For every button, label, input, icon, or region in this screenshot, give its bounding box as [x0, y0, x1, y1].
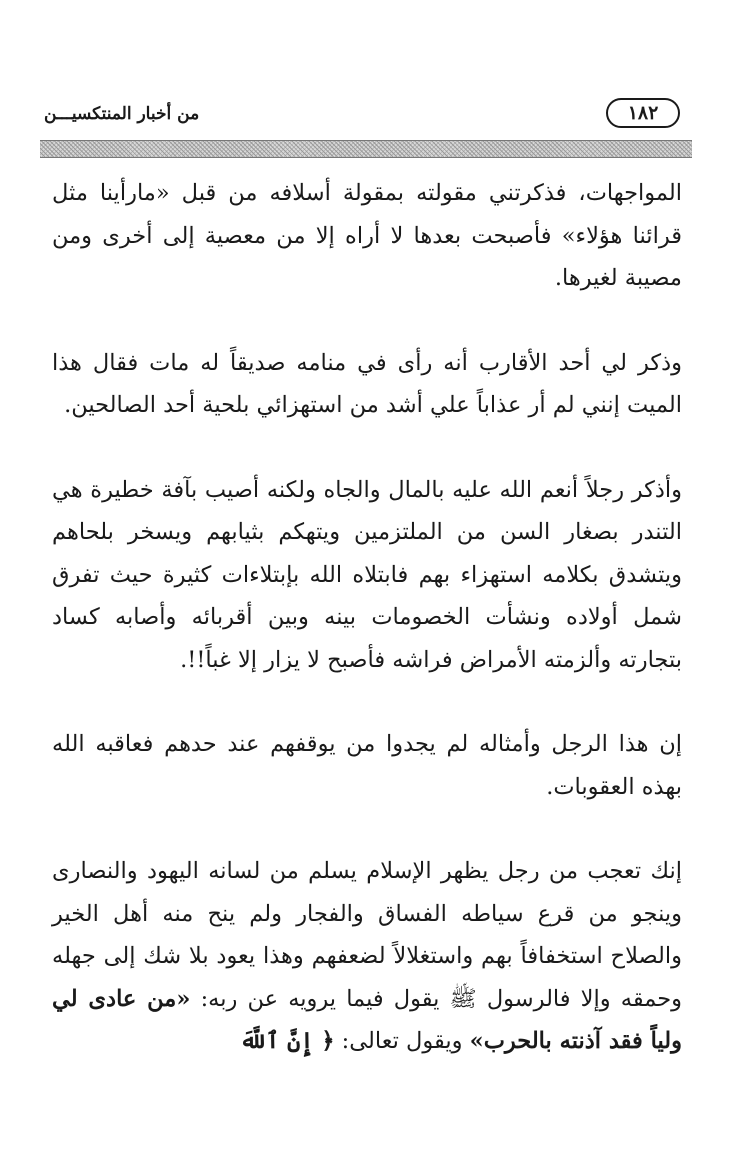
page-header: [40, 96, 690, 136]
paragraph-1: المواجهات، فذكرتني مقولته بمقولة أسلافه من قبل «مارأينا مثل قرائنا هؤلاء» فأصبحت بعدها لا أراه إلا من معصية إلى أخرى ومن مصيبة لغيرها.: [52, 180, 682, 291]
hadith-quote: «من عادى لي ولياً فقد آذنته بالحرب»: [52, 985, 682, 1054]
page-number: ١٨٢: [606, 98, 680, 128]
paragraph-3: وأذكر رجلاً أنعم الله عليه بالمال والجاه ولكنه أصيب بآفة خطيرة هي التندر بصغار السن من الملتزمين ويتهكم بثيابهم ويسخر بلحاهم ويتشدق بكلامه استهزاء بهم فابتلاه الله بإبتلاءات كثيرة حيث تفرق شمل أولاده ونشأت الخصومات بينه وبين أقربائه وأصابه كساد بتجارته وألزمته الأمراض فراشه فأصبح لا يزار إلا غباً!!.: [52, 476, 682, 673]
paragraph-5-text: إنك تعجب من رجل يظهر الإسلام يسلم من لسانه اليهود والنصارى وينجو من قرع سياطه الفساق والفجار ولم ينح منه أهل الخير والصلاح استخفافاً بهم واستغلالاً لضعفهم وهذا يعود بلا شك إلى جهله وحمقه وإلا فالرسول ﷺ يقول فيما يرويه عن ربه:: [52, 858, 683, 1012]
paragraph-4: إن هذا الرجل وأمثاله لم يجدوا من يوقفهم عند حدهم فعاقبه الله بهذه العقوبات.: [52, 731, 682, 800]
paragraph-2: وذكر لي أحد الأقارب أنه رأى في منامه صديقاً له مات فقال هذا الميت إنني لم أر عذاباً علي أشد من استهزائي بلحية أحد الصالحين.: [52, 349, 682, 418]
page-body: [52, 172, 682, 1105]
paragraph-5: [52, 850, 682, 1063]
running-title: من أخبار المنتكسيـــن: [44, 104, 200, 124]
verse-start: ﴿ إِنَّ ٱللَّهَ: [239, 1028, 335, 1054]
transition-text: ويقول تعالى:: [334, 1028, 470, 1054]
header-divider: [40, 140, 692, 158]
